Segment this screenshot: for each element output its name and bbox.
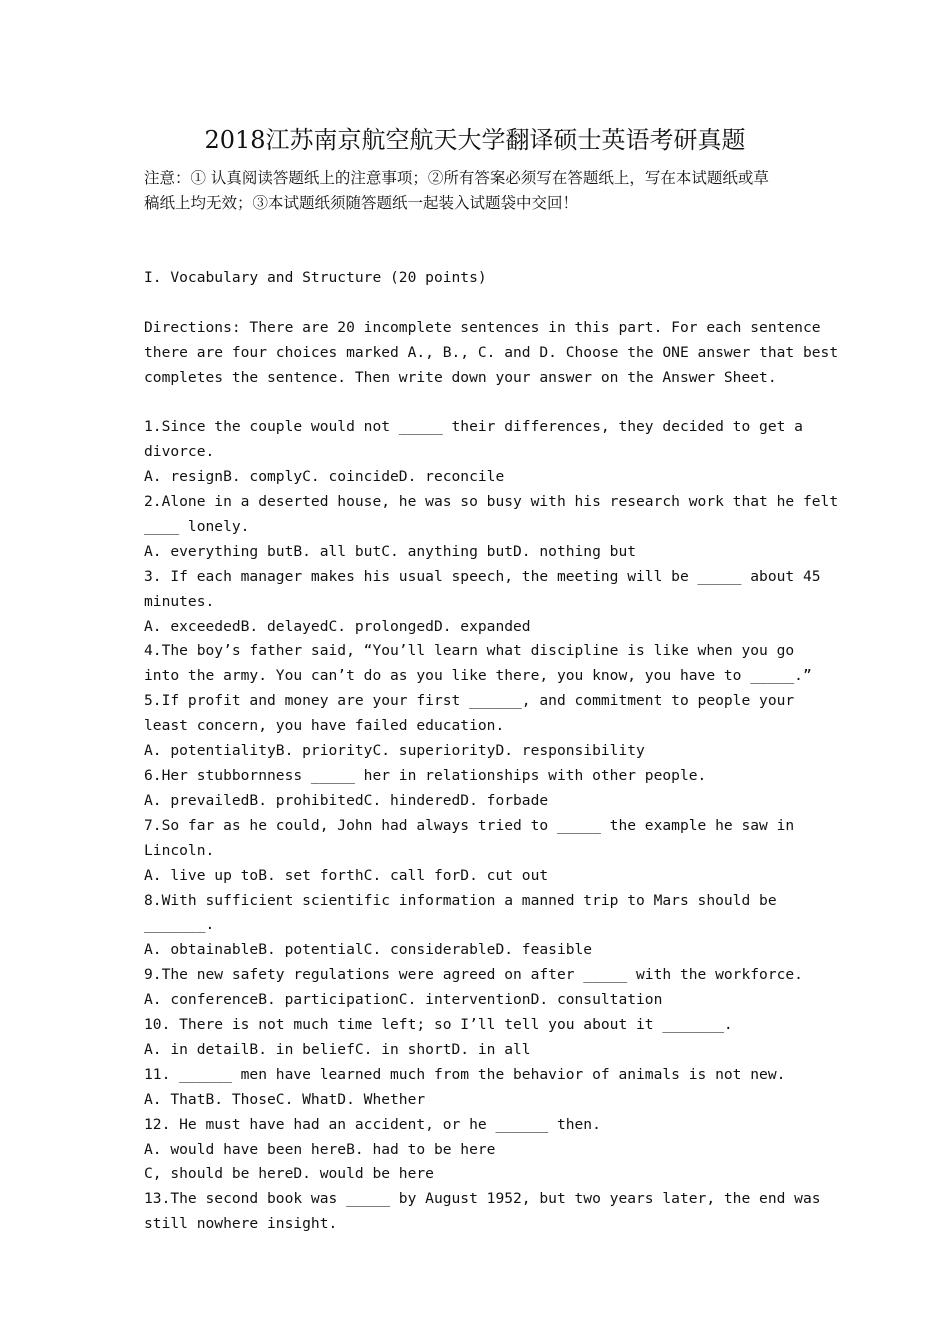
question-stem: 1.Since the couple would not _____ their differences, they decided to get a (144, 418, 803, 436)
question-stem: 7.So far as he could, John had always tried to _____ the example he saw in (144, 816, 795, 834)
question-stem: 6.Her stubbornness _____ her in relationships with other people. (144, 766, 707, 784)
blank-line (144, 390, 824, 415)
question-stem: 12. He must have had an accident, or he ______ then. (144, 1115, 601, 1133)
text-line: there are four choices marked A., B., C. and D. Choose the ONE answer that best (144, 343, 839, 361)
text-line: _______. (144, 916, 215, 934)
answer-options: A. exceededB. delayedC. prolongedD. expanded (144, 617, 531, 635)
notice-line: 注意：① 认真阅读答题纸上的注意事项；②所有答案必须写在答题纸上，写在本试题纸或草 (144, 169, 769, 187)
answer-options: A. obtainableB. potentialC. considerableD. feasible (144, 941, 593, 959)
answer-options: A. conferenceB. participationC. interventionD. consultation (144, 991, 663, 1009)
question-stem: 5.If profit and money are your first ______, and commitment to people your (144, 692, 795, 710)
answer-options: A. everything butB. all butC. anything butD. nothing but (144, 542, 637, 560)
answer-options: A. resignB. complyC. coincideD. reconcile (144, 468, 505, 486)
question-stem: 13.The second book was _____ by August 1952, but two years later, the end was (144, 1190, 821, 1208)
document-body (144, 241, 839, 1237)
notice-line: 稿纸上均无效；③本试题纸须随答题纸一起装入试题袋中交回！ (144, 194, 579, 212)
text-line: still nowhere insight. (144, 1215, 338, 1233)
question-stem: 8.With sufficient scientific information a manned trip to Mars should be (144, 891, 777, 909)
answer-options: A. ThatB. ThoseC. WhatD. Whether (144, 1090, 426, 1108)
question-stem: 3. If each manager makes his usual speech, the meeting will be _____ about 45 (144, 567, 821, 585)
exam-notice (144, 166, 814, 216)
text-line: least concern, you have failed education. (144, 717, 505, 735)
document-title: 2018江苏南京航空航天大学翻译硕士英语考研真题 (204, 126, 746, 154)
text-line: into the army. You can’t do as you like there, you know, you have to _____.” (144, 667, 812, 685)
blank-line (144, 291, 824, 316)
question-stem: 10. There is not much time left; so I’ll tell you about it _______. (144, 1016, 733, 1034)
directions-text: Directions: There are 20 incomplete sentences in this part. For each sentence (144, 318, 821, 336)
question-stem: 2.Alone in a deserted house, he was so busy with his research work that he felt (144, 493, 839, 511)
answer-options: C, should be hereD. would be here (144, 1165, 434, 1183)
answer-options: A. in detailB. in beliefC. in shortD. in all (144, 1040, 531, 1058)
section-heading: I. Vocabulary and Structure (20 points) (144, 268, 487, 286)
answer-options: A. potentialityB. priorityC. superiorityD. responsibility (144, 742, 645, 760)
text-line: completes the sentence. Then write down your answer on the Answer Sheet. (144, 368, 777, 386)
answer-options: A. prevailedB. prohibitedC. hinderedD. forbade (144, 791, 549, 809)
text-line: Lincoln. (144, 841, 215, 859)
blank-line (144, 241, 824, 266)
answer-options: A. live up toB. set forthC. call forD. cut out (144, 866, 549, 884)
question-stem: 11. ______ men have learned much from the behavior of animals is not new. (144, 1065, 786, 1083)
text-line: divorce. (144, 443, 215, 461)
answer-options: A. would have been hereB. had to be here (144, 1140, 496, 1158)
question-stem: 9.The new safety regulations were agreed on after _____ with the workforce. (144, 966, 803, 984)
text-line: minutes. (144, 592, 215, 610)
question-stem: 4.The boy’s father said, “You’ll learn what discipline is like when you go (144, 642, 795, 660)
text-line: ____ lonely. (144, 517, 250, 535)
